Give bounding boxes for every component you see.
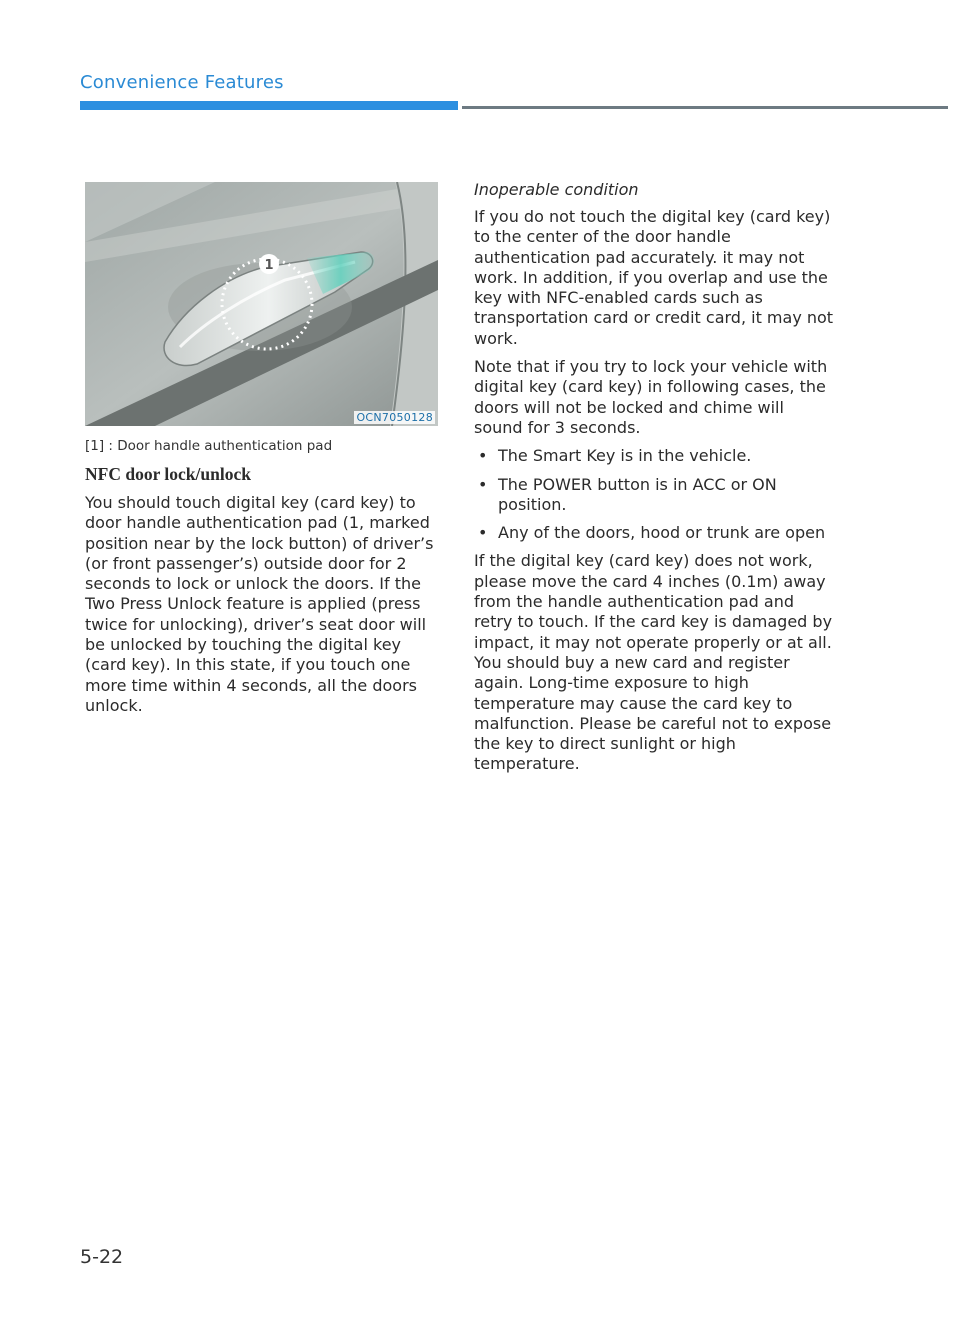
condition-list (474, 446, 834, 543)
list-item (474, 475, 834, 516)
subheading: Inoperable condition (474, 180, 639, 199)
figure-marker-label: 1 (264, 258, 274, 273)
body-paragraph: If the digital key (card key) does not work, please move the card 4 inches (0.1m) away from the handle authentication pad and retry to touch. If the card key is damaged by impact, it may not operate properly or at all. You should buy a new card and register again. Long-time exposure to high temperature may cause the card key to malfunction. Please be careful not to expose the key to direct sunlight or high temperature. (474, 551, 833, 774)
door-handle-illustration (85, 182, 438, 426)
figure-caption: [1] : Door handle authentication pad (85, 438, 333, 454)
section-heading: NFC door lock/unlock (85, 464, 251, 484)
body-paragraph: If you do not touch the digital key (card key) to the center of the door handle authentication pad accurately. it may not work. In addition, if you overlap and use the key with NFC-enabled cards such as transportation card or credit card, it may not work. (474, 207, 834, 348)
bullet-icon: • (478, 474, 488, 494)
list-item (474, 446, 834, 466)
header-rule-accent (80, 101, 458, 110)
left-column (85, 464, 445, 724)
body-paragraph: Note that if you try to lock your vehicle with digital key (card key) in following cases, the doors will not be locked and chime will sound for 3 seconds. (474, 357, 828, 437)
page-number: 5-22 (80, 1246, 124, 1268)
header-rule (462, 106, 948, 109)
list-item-text: The Smart Key is in the vehicle. (498, 446, 752, 466)
bullet-icon: • (478, 523, 488, 543)
list-item-text: Any of the doors, hood or trunk are open (498, 523, 826, 543)
right-column (474, 180, 834, 783)
figure-code: OCN7050128 (356, 411, 433, 424)
door-handle-figure (85, 182, 438, 426)
list-item-text: The POWER button is in ACC or ON position. (498, 474, 777, 514)
section-title: Convenience Features (80, 72, 284, 93)
list-item (474, 523, 834, 543)
body-paragraph: You should touch digital key (card key) to door handle authentication pad (1, marked position near by the lock button) of driver’s (or front passenger’s) outside door for 2 seconds to lock or unlock the doors. If the Two Press Unlock feature is applied (press twice for unlocking), driver’s seat door will be unlocked by touching the digital key (card key). In this state, if you touch one more time within 4 seconds, all the doors unlock. (85, 493, 434, 715)
bullet-icon: • (478, 446, 488, 466)
